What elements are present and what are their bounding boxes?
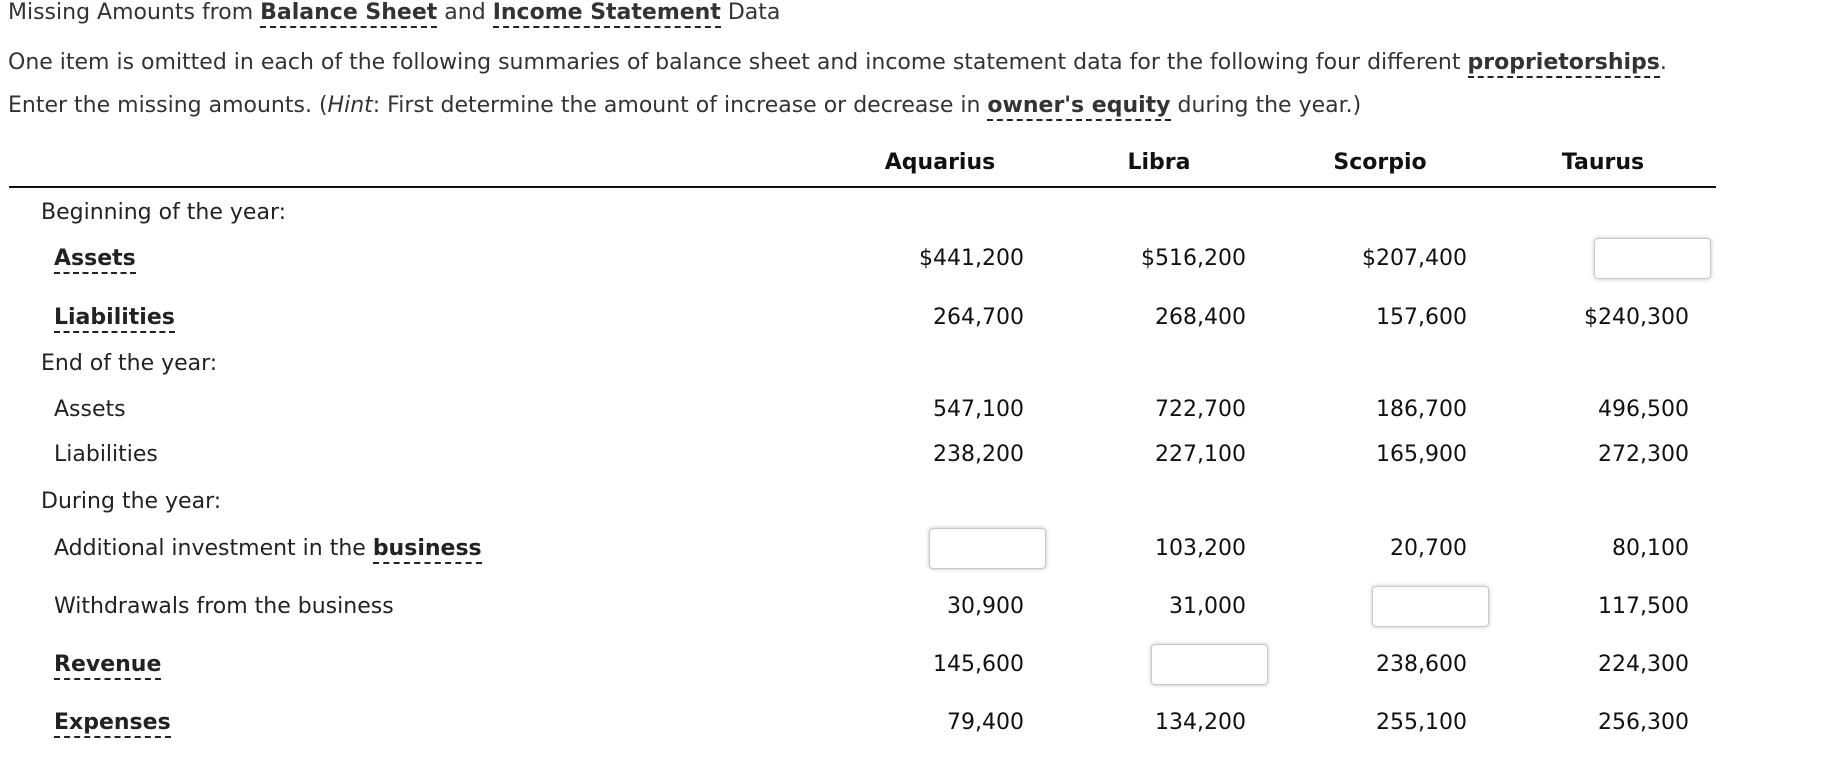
column-header-libra: Libra: [1127, 150, 1191, 175]
amount-libra: 227,100: [1155, 442, 1246, 467]
row-label: [54, 710, 171, 735]
amount-input-taurus[interactable]: [1594, 238, 1711, 279]
amount-taurus: 272,300: [1598, 442, 1689, 467]
row-label: [54, 652, 161, 677]
amount-aquarius: 547,100: [933, 397, 1024, 422]
instruction-text: One item is omitted in each of the following summaries of balance sheet and income statement data for the following four different: [8, 50, 1468, 75]
amount-libra: 103,200: [1155, 536, 1246, 561]
term-assets[interactable]: Assets: [54, 246, 136, 274]
amount-libra: $516,200: [1141, 246, 1246, 271]
term-balance-sheet[interactable]: Balance Sheet: [260, 0, 437, 28]
amount-input-scorpio[interactable]: [1372, 586, 1489, 627]
amount-aquarius: 238,200: [933, 442, 1024, 467]
amount-taurus: 496,500: [1598, 397, 1689, 422]
row-label: [54, 305, 175, 330]
column-header-taurus: Taurus: [1561, 150, 1645, 175]
section-end: End of the year:: [41, 351, 218, 376]
amount-scorpio: $207,400: [1362, 246, 1467, 271]
row-label-text: Additional investment in the: [54, 536, 373, 561]
amount-scorpio: 157,600: [1376, 305, 1467, 330]
amount-aquarius: 264,700: [933, 305, 1024, 330]
amount-input-libra[interactable]: [1151, 644, 1268, 685]
term-income-statement[interactable]: Income Statement: [493, 0, 721, 28]
title-text: Missing Amounts from: [8, 0, 261, 25]
instructions-line-2: [8, 93, 1361, 118]
amount-scorpio: 165,900: [1376, 442, 1467, 467]
amount-libra: 134,200: [1155, 710, 1246, 735]
header-divider: [9, 186, 1716, 188]
row-label: [54, 246, 136, 271]
amount-scorpio: 255,100: [1376, 710, 1467, 735]
row-label-text: Assets: [54, 397, 126, 422]
amount-libra: 722,700: [1155, 397, 1246, 422]
row-label: [54, 536, 482, 561]
hint-label: Hint: [327, 93, 373, 118]
term-liabilities[interactable]: Liabilities: [54, 305, 175, 333]
amount-aquarius: 79,400: [947, 710, 1024, 735]
amount-aquarius: 30,900: [947, 594, 1024, 619]
amount-aquarius: $441,200: [919, 246, 1024, 271]
row-label: [54, 442, 158, 467]
term-business[interactable]: business: [373, 536, 482, 564]
section-during: During the year:: [41, 489, 222, 514]
term-expenses[interactable]: Expenses: [54, 710, 171, 738]
instruction-text: .: [1659, 50, 1667, 75]
column-header-scorpio: Scorpio: [1333, 150, 1427, 175]
term-proprietorships[interactable]: proprietorships: [1468, 50, 1660, 78]
instructions-line-1: [8, 50, 1667, 75]
term-revenue[interactable]: Revenue: [54, 652, 161, 680]
amount-aquarius: 145,600: [933, 652, 1024, 677]
row-label-text: Liabilities: [54, 442, 158, 467]
term-owners-equity[interactable]: owner's equity: [987, 93, 1170, 121]
instruction-text: during the year.): [1170, 93, 1362, 118]
amount-libra: 31,000: [1169, 594, 1246, 619]
instruction-text: Enter the missing amounts. (: [8, 93, 328, 118]
section-beginning: Beginning of the year:: [41, 200, 287, 225]
column-header-aquarius: Aquarius: [884, 150, 996, 175]
amount-scorpio: 20,700: [1390, 536, 1467, 561]
title-text: and: [437, 0, 493, 25]
amount-scorpio: 238,600: [1376, 652, 1467, 677]
title-text: Data: [720, 0, 781, 25]
amount-scorpio: 186,700: [1376, 397, 1467, 422]
amount-libra: 268,400: [1155, 305, 1246, 330]
instruction-text: : First determine the amount of increase or decrease in: [372, 93, 988, 118]
amount-taurus: 224,300: [1598, 652, 1689, 677]
amount-input-aquarius[interactable]: [929, 528, 1046, 569]
row-label-text: Withdrawals from the business: [54, 594, 394, 619]
amount-taurus: 80,100: [1612, 536, 1689, 561]
row-label: [54, 397, 126, 422]
amount-taurus: 256,300: [1598, 710, 1689, 735]
amount-taurus: 117,500: [1598, 594, 1689, 619]
amount-taurus: $240,300: [1584, 305, 1689, 330]
page-title: [8, 0, 780, 25]
row-label: [54, 594, 394, 619]
